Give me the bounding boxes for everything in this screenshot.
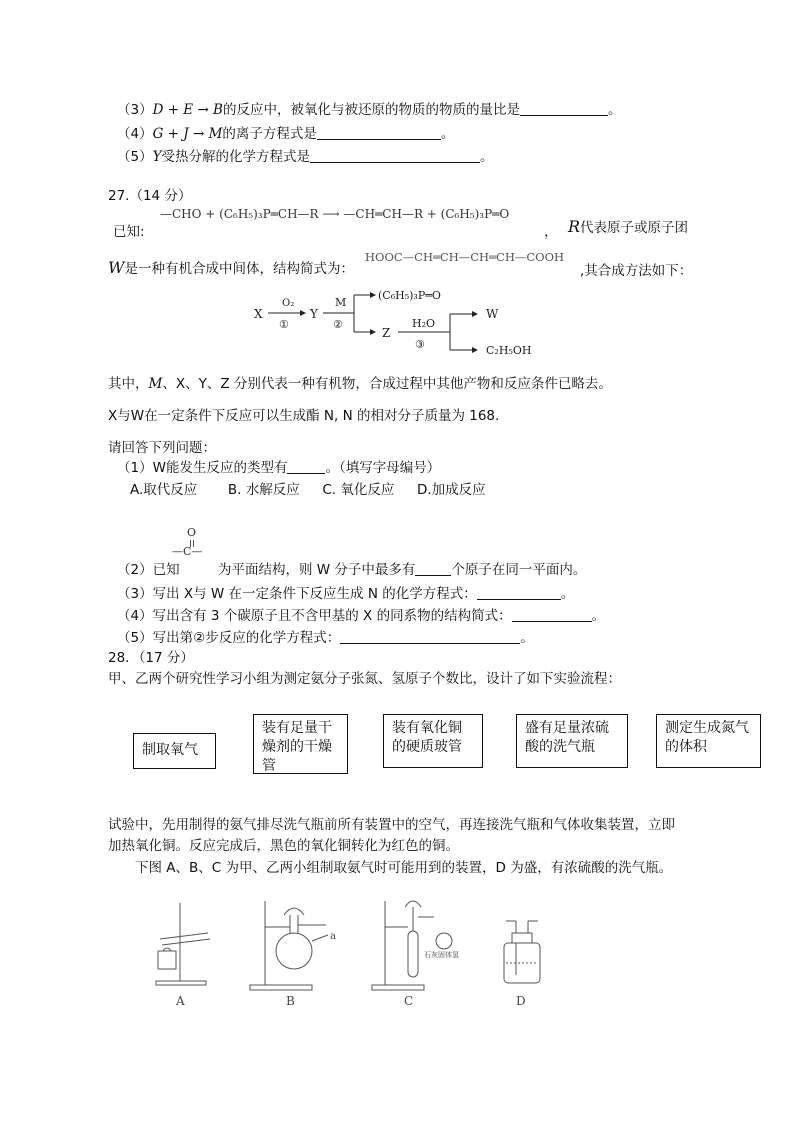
answer-blank[interactable] <box>340 629 520 644</box>
q28-para1-line2: 加热氧化铜。反应完成后，黑色的氧化铜转化为红色的铜。 <box>108 838 459 854</box>
q27-header: 27.（14 分） <box>108 188 192 204</box>
q27-sub1: （1）W能发生反应的类型有 。（填写字母编号） <box>117 460 441 476</box>
label-c: C <box>404 994 414 1008</box>
carbonyl-c: —C— <box>172 545 203 558</box>
apparatus-c <box>372 901 452 990</box>
scheme-m: M <box>335 296 347 309</box>
answer-blank[interactable] <box>520 101 608 116</box>
q27-sub2-num: （2）已知 <box>117 562 180 578</box>
apparatus-b <box>250 901 328 990</box>
option-a: A.取代反应 <box>130 482 198 498</box>
option-d: D.加成反应 <box>416 482 486 498</box>
option-b: B. 水解反应 <box>227 482 300 498</box>
answer-blank[interactable] <box>317 125 441 140</box>
label-a: A <box>176 994 185 1008</box>
answer-blank[interactable] <box>512 607 592 622</box>
q26-item4: （4）G + J → M的离子方程式是 。 <box>117 126 455 142</box>
comma: ， <box>544 224 558 240</box>
scheme-h2o: H₂O <box>412 317 436 330</box>
q27-sub4: （4）写出含有 3 个碳原子且不含甲基的 X 的同系物的结构简式： 。 <box>117 608 606 624</box>
q28-para2: 下图 A、B、C 为甲、乙两小组制取氨气时可能用到的装置，D 为盛，有浓硫酸的洗气瓶。 <box>135 860 673 876</box>
q28-intro: 甲、乙两个研究性学习小组为测定氨分子张氮、氢原子个数比，设计了如下实验流程： <box>108 671 621 687</box>
scheme-o2: O₂ <box>282 298 295 309</box>
answer-blank[interactable] <box>287 459 325 474</box>
option-c: C. 氧化反应 <box>322 482 395 498</box>
q28-para1-line1: 试验中，先用制得的氨气排尽洗气瓶前所有装置中的空气，再连接洗气瓶和气体收集装置，立即 <box>108 817 675 833</box>
scheme-x: X <box>254 307 263 321</box>
r-definition: R代表原子或原子团 <box>568 217 689 236</box>
label-d: D <box>516 994 526 1008</box>
flow-box-5: 测定生成氮气的体积 <box>656 714 761 768</box>
apparatus-d <box>504 921 540 983</box>
q27-sub5: （5）写出第②步反应的化学方程式： 。 <box>117 630 534 646</box>
q27-sub3: （3）写出 X与 W 在一定条件下反应生成 N 的化学方程式： 。 <box>117 586 575 602</box>
scheme-ph3po: (C₆H₅)₃P═O <box>378 289 441 302</box>
flow-box-4: 盛有足量浓硫酸的洗气瓶 <box>516 714 628 768</box>
synthesis-scheme <box>250 282 550 360</box>
flow-box-3: 装有氧化铜的硬质玻管 <box>383 714 483 768</box>
q27-ask: 请回答下列问题： <box>108 440 216 456</box>
w-definition: W是一种有机合成中间体，结构简式为： <box>108 258 354 277</box>
q27-note1: 其中，M、X、Y、Z 分别代表一种有机物，合成过程中其他产物和反应条件已略去。 <box>108 376 612 392</box>
answer-blank[interactable] <box>415 561 451 576</box>
carbonyl-o: O <box>187 526 197 539</box>
scheme-step3: ③ <box>415 338 425 351</box>
flow-box-2: 装有足量干燥剂的干燥管 <box>253 714 348 774</box>
q27-options <box>130 478 486 498</box>
q28-header: 28．（17 分） <box>108 650 194 666</box>
q26-item5: （5）Y受热分解的化学方程式是 。 <box>117 149 494 165</box>
scheme-y: Y <box>310 307 318 321</box>
known-label: 已知: <box>113 224 145 240</box>
w-tail: ,其合成方法如下： <box>580 263 693 279</box>
q27-note2: X与W在一定条件下反应可以生成酯 N, N 的相对分子质量为 168. <box>108 408 500 424</box>
apparatus-figure <box>150 893 570 1013</box>
flow-box-1: 制取氧气 <box>133 733 216 769</box>
arrowhead-1 <box>300 310 306 316</box>
scheme-w: W <box>486 307 499 321</box>
mark-a: a <box>330 931 336 942</box>
answer-blank[interactable] <box>310 148 480 163</box>
q27-sub2-text: 为平面结构，则 W 分子中最多有 个原子在同一平面内。 <box>218 562 587 578</box>
q26-item3: （3）D + E → B的反应中，被氧化与被还原的物质的物质的量比是 。 <box>117 102 622 118</box>
scheme-z: Z <box>382 326 391 340</box>
w-structure: HOOC—CH═CH—CH═CH—COOH <box>365 250 565 264</box>
scheme-ethanol: C₂H₅OH <box>486 344 532 357</box>
c-note: 石灰固体氢 <box>424 951 459 959</box>
answer-blank[interactable] <box>477 585 561 600</box>
wittig-reaction: —CHO + (C₆H₅)₃P═CH—R ⟶ —CH═CH—R + (C₆H₅)₃P═O <box>160 207 510 221</box>
label-b: B <box>286 994 295 1008</box>
apparatus-a <box>156 903 210 985</box>
scheme-step2: ② <box>333 318 343 331</box>
scheme-step1: ① <box>279 318 289 331</box>
